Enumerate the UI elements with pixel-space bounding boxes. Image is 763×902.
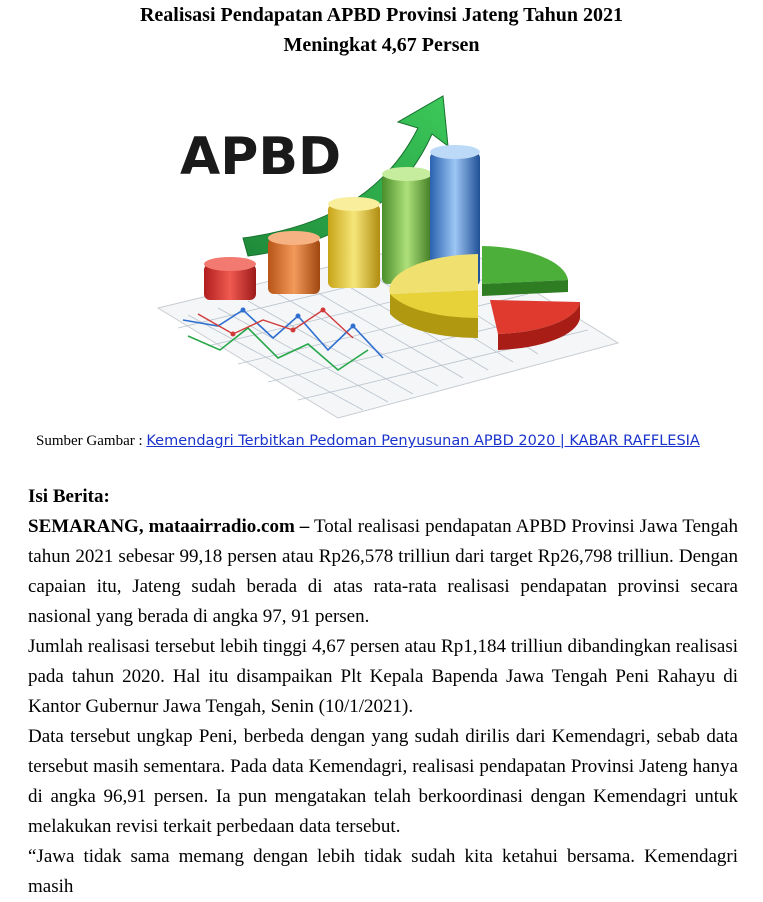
image-caption: [36, 430, 756, 452]
dateline: SEMARANG, mataairradio.com –: [28, 516, 310, 537]
title-line-2: Meningkat 4,67 Persen: [283, 34, 480, 56]
paragraph-4: “Jawa tidak sama memang dengan lebih tidak sudah kita ketahui bersama. Kemendagri masih: [28, 846, 738, 897]
caption-source-link[interactable]: Kemendagri Terbitkan Pedoman Penyusunan APBD 2020 | KABAR RAFFLESIA: [146, 433, 700, 449]
section-heading: Isi Berita:: [28, 486, 110, 507]
title-line-1: Realisasi Pendapatan APBD Provinsi Jateng Tahun 2021: [139, 4, 624, 26]
paragraph-2: Jumlah realisasi tersebut lebih tinggi 4,67 persen atau Rp1,184 trilliun dibandingkan realisasi pada tahun 2020. Hal itu disampaikan Plt Kepala Bapenda Jawa Tengah Peni Rahayu di Kantor Gubernur Jawa Tengah, Senin (10/1/2021).: [28, 636, 738, 717]
bar-yellow: [328, 197, 380, 288]
paragraph-3: Data tersebut ungkap Peni, berbeda dengan yang sudah dirilis dari Kemendagri, sebab data tersebut masih sementara. Pada data Kemendagri, realisasi pendapatan Provinsi Jateng hanya di angka 96,91 persen. Ia pun mengatakan telah berkoordinasi dengan Kemendagri untuk melakukan revisi terkait perbedaan data tersebut.: [28, 726, 738, 837]
paragraph-1-text: Total realisasi pendapatan APBD Provinsi Jawa Tengah tahun 2021 sebesar 99,18 persen atau Rp26,578 trilliun dari target Rp26,798 trilliun. Dengan capaian itu, Jateng sudah berada di atas rata-rata realisasi pendapatan provinsi secara nasional yang berada di angka 97, 91 persen.: [28, 516, 738, 627]
bar-red: [204, 257, 256, 300]
article-title: [0, 0, 763, 60]
paragraph-1: [28, 512, 738, 632]
apbd-illustration: [148, 88, 628, 420]
article-body: [28, 512, 738, 902]
caption-prefix: Sumber Gambar :: [36, 433, 147, 449]
bar-orange: [268, 231, 320, 294]
apbd-logo-text: APBD: [180, 127, 342, 187]
